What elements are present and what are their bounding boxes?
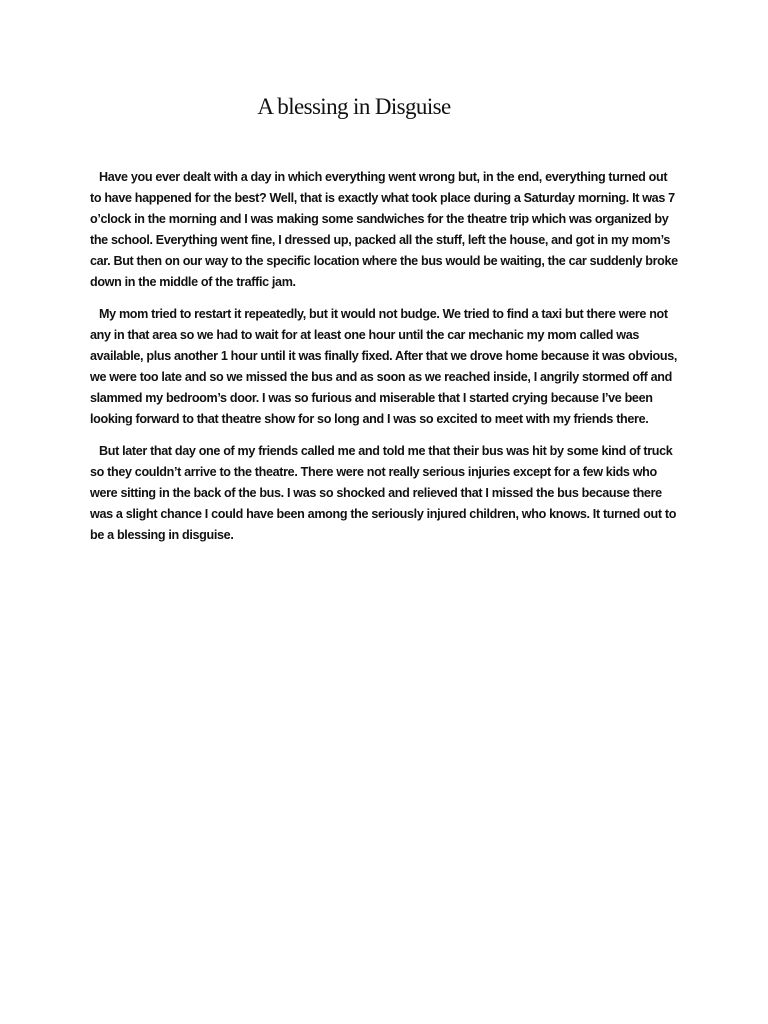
- document-body: [90, 167, 678, 557]
- paragraph-2: My mom tried to restart it repeatedly, but it would not budge. We tried to find a taxi but there were not any in that area so we had to wait for at least one hour until the car mechanic my mom called was available, plus another 1 hour until it was finally fixed. After that we drove home because it was obvious, we were too late and so we missed the bus and as soon as we reached inside, I angrily stormed off and slammed my bedroom’s door. I was so furious and miserable that I started crying because I’ve been looking forward to that theatre show for so long and I was so excited to meet with my friends there.: [90, 307, 678, 426]
- paragraph-3: But later that day one of my friends called me and told me that their bus was hit by some kind of truck so they couldn’t arrive to the theatre. There were not really serious injuries except for a few kids who were sitting in the back of the bus. I was so shocked and relieved that I missed the bus because there was a slight chance I could have been among the seriously injured children, who knows. It turned out to be a blessing in disguise.: [90, 444, 677, 542]
- paragraph-1: Have you ever dealt with a day in which everything went wrong but, in the end, everything turned out to have happened for the best? Well, that is exactly what took place during a Saturday morning. It was 7 o’clock in the morning and I was making some sandwiches for the theatre trip which was organized by the school. Everything went fine, I dressed up, packed all the stuff, left the house, and got in my mom’s car. But then on our way to the specific location where the bus would be waiting, the car suddenly broke down in the middle of the traffic jam.: [90, 170, 678, 289]
- document-title: A blessing in Disguise: [257, 94, 451, 119]
